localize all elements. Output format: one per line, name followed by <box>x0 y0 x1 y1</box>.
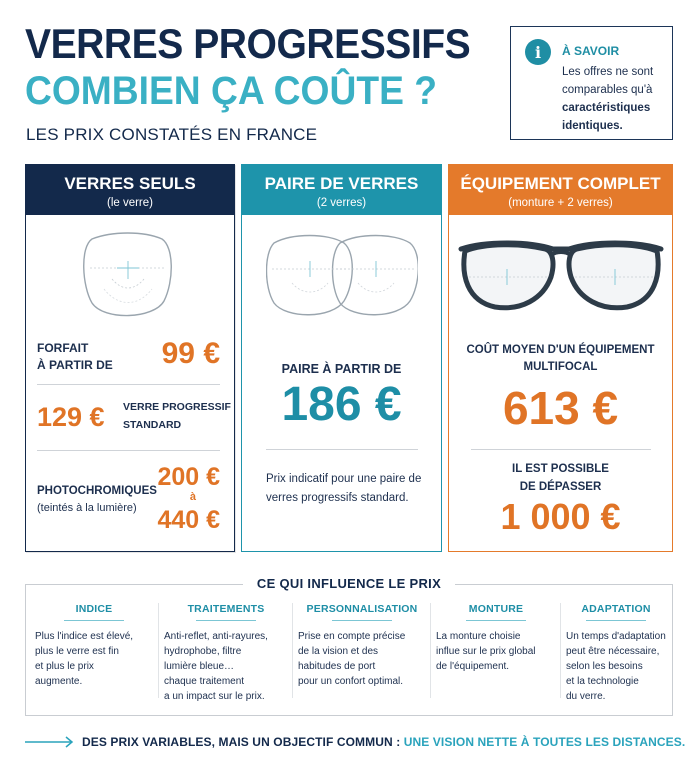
influence-text-line: Un temps d'adaptation <box>566 631 666 642</box>
paire-note: Prix indicatif pour une paire de verres progressifs standard. <box>266 473 422 504</box>
photochromic-label: PHOTOCHROMIQUES <box>37 485 157 497</box>
influence-text-line: lumière bleue… <box>164 661 235 672</box>
influence-text-line: chaque traitement <box>164 676 245 687</box>
influence-underline <box>332 620 392 621</box>
divider <box>266 449 418 450</box>
forfait-price: 99 € <box>161 337 220 370</box>
standard-label-2: STANDARD <box>123 419 182 431</box>
influence-heading: MONTURE <box>468 603 524 615</box>
influence-text-line: La monture choisie <box>436 631 521 642</box>
equipement-label-2: MULTIFOCAL <box>523 361 598 373</box>
influence-separator <box>430 603 431 698</box>
forfait-label-2: À PARTIR DE <box>37 358 113 372</box>
column-header <box>242 165 441 215</box>
column-subheading: (monture + 2 verres) <box>508 197 613 209</box>
photochromic-price-min: 200 € <box>157 463 220 491</box>
column-equipement-complet <box>448 164 673 552</box>
info-text-regular: Les offres ne sont comparables qu'à <box>562 66 654 96</box>
paire-label: PAIRE À PARTIR DE <box>281 362 402 376</box>
influence-text-line: de l'équipement. <box>436 661 510 672</box>
influence-underline <box>196 620 256 621</box>
influence-text-line: du verre. <box>566 691 606 702</box>
influence-separator <box>158 603 159 698</box>
influence-item <box>566 603 666 704</box>
influence-text-line: et plus le prix <box>35 661 94 672</box>
standard-price: 129 € <box>37 402 105 432</box>
influence-underline <box>64 620 124 621</box>
influence-underline <box>466 620 526 621</box>
divider <box>471 449 651 450</box>
lens-pair-icon <box>266 231 418 321</box>
info-icon: i <box>525 39 551 65</box>
influence-text-line: pour un confort optimal. <box>298 676 404 687</box>
footer <box>25 734 685 752</box>
influence-heading: ADAPTATION <box>581 603 651 615</box>
influence-item <box>35 603 153 689</box>
photochromic-to: à <box>189 491 196 503</box>
divider <box>37 450 220 451</box>
influence-text-line: a un impact sur le prix. <box>164 691 265 702</box>
influence-text-line: Prise en compte précise <box>298 631 406 642</box>
influence-item <box>164 603 288 704</box>
influence-text-line: plus le verre est fin <box>35 646 119 657</box>
influence-heading: TRAITEMENTS <box>187 603 265 615</box>
column-subheading: (le verre) <box>106 197 153 209</box>
divider <box>37 384 220 385</box>
influence-text <box>164 629 288 704</box>
influence-title-wrap <box>26 575 672 593</box>
column-heading: VERRES SEULS <box>64 174 196 193</box>
column-header <box>449 165 672 215</box>
influence-text-line: Plus l'indice est élevé, <box>35 631 134 642</box>
page-title: VERRES PROGRESSIFS <box>25 20 471 67</box>
footer-highlight: UNE VISION NETTE À TOUTES LES DISTANCES. <box>403 735 686 749</box>
column-verres-seuls <box>25 164 235 552</box>
column-heading: PAIRE DE VERRES <box>264 174 419 193</box>
influence-text <box>566 629 666 704</box>
info-text <box>562 63 670 135</box>
influence-text-line: augmente. <box>35 676 83 687</box>
influence-item <box>436 603 556 674</box>
influence-heading: INDICE <box>75 603 113 615</box>
influence-text-line: selon les besoins <box>566 661 643 672</box>
equipement-label-1: COÛT MOYEN D'UN ÉQUIPEMENT <box>466 344 655 356</box>
standard-label-1: VERRE PROGRESSIF <box>123 401 231 413</box>
info-box <box>510 26 673 140</box>
influence-text-line: peut être nécessaire, <box>566 646 660 657</box>
single-lens-icon <box>82 231 174 321</box>
info-title: À SAVOIR <box>562 44 620 58</box>
influence-item <box>298 603 426 689</box>
column-subheading: (2 verres) <box>316 197 367 209</box>
footer-text-main: DES PRIX VARIABLES, MAIS UN OBJECTIF COMMUN : <box>82 735 404 749</box>
page-subtitle: LES PRIX CONSTATÉS EN FRANCE <box>26 125 318 144</box>
equipement-price: 613 € <box>502 382 619 434</box>
exceed-label-2: DE DÉPASSER <box>519 481 602 493</box>
influence-text-line: Anti-reflet, anti-rayures, <box>164 631 268 642</box>
influence-text-line: habitudes de port <box>298 661 376 672</box>
column-paire-de-verres <box>241 164 442 552</box>
influence-text <box>35 629 153 689</box>
influence-title: CE QUI INFLUENCE LE PRIX <box>243 576 455 591</box>
photochromic-sub: (teintés à la lumière) <box>37 502 137 514</box>
influence-text-line: de la vision et des <box>298 646 379 657</box>
influence-section <box>25 576 673 716</box>
column-header <box>26 165 234 215</box>
influence-underline <box>586 620 646 621</box>
footer-text <box>82 735 685 749</box>
influence-text <box>298 629 426 689</box>
influence-heading: PERSONNALISATION <box>306 603 418 615</box>
column-heading: ÉQUIPEMENT COMPLET <box>460 174 661 193</box>
glasses-icon <box>455 239 667 319</box>
influence-text <box>436 629 556 674</box>
influence-text-line: influe sur le prix global <box>436 646 536 657</box>
paire-price: 186 € <box>281 378 402 431</box>
influence-separator <box>560 603 561 698</box>
influence-separator <box>292 603 293 698</box>
arrow-right-icon <box>25 734 75 750</box>
influence-text-line: et la technologie <box>566 676 639 687</box>
info-text-bold: caractéristiques identiques. <box>562 102 651 132</box>
page-title-question: COMBIEN ÇA COÛTE ? <box>25 69 437 113</box>
exceed-price: 1 000 € <box>500 496 621 537</box>
photochromic-price-max: 440 € <box>157 506 220 534</box>
exceed-label-1: IL EST POSSIBLE <box>512 463 609 475</box>
influence-text-line: hydrophobe, filtre <box>164 646 242 657</box>
forfait-label-1: FORFAIT <box>37 341 89 355</box>
